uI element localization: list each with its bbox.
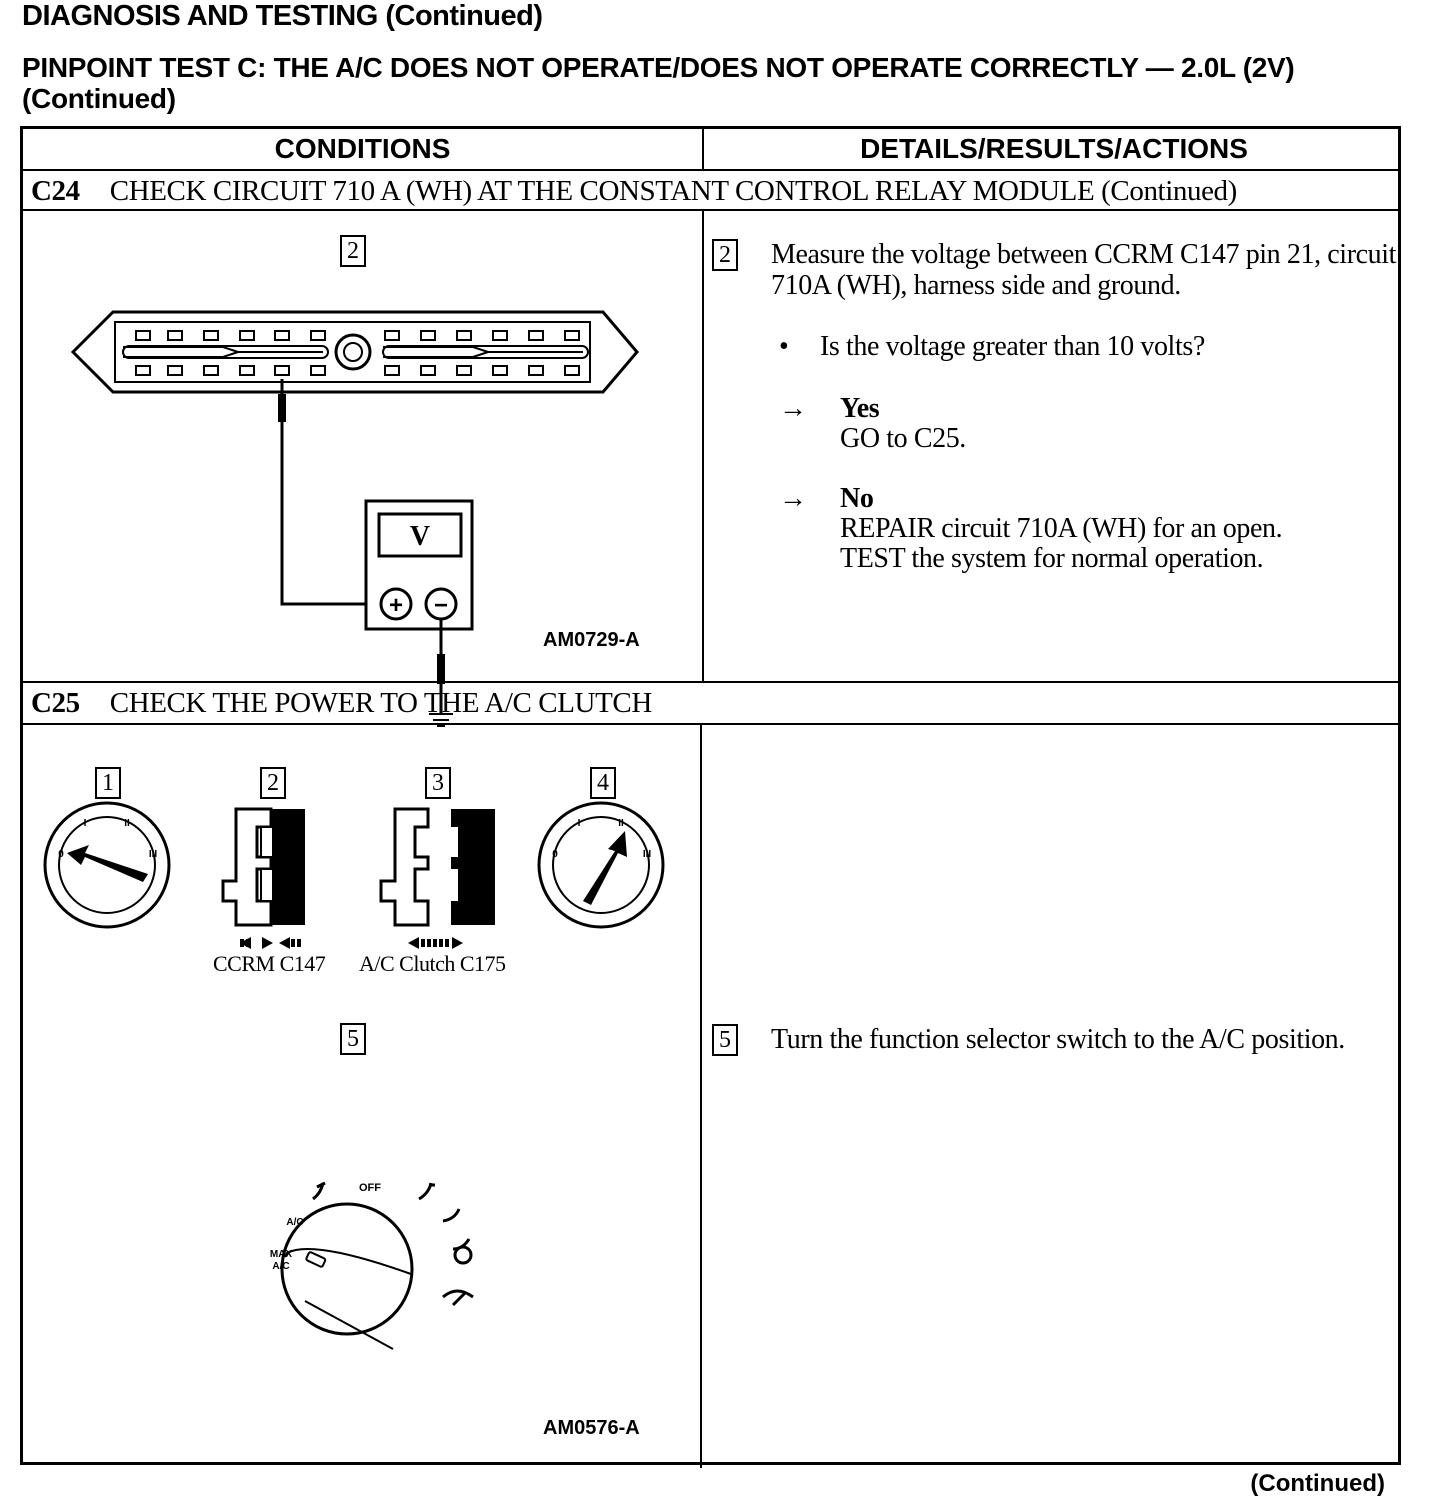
c24-figure-step: 2 (340, 235, 366, 267)
c25-header (31, 687, 652, 720)
dial-label-ac: A/C (286, 1217, 304, 1228)
col-divider-c24 (702, 209, 704, 681)
svg-text:III: III (148, 849, 158, 860)
test-subtitle: PINPOINT TEST C: THE A/C DOES NOT OPERATE/DOES NOT OPERATE CORRECTLY — 2.0L (2V) (Continued) (22, 52, 1295, 114)
dial-label-max-ac: A/C (272, 1261, 290, 1272)
c25-top-divider (23, 681, 1398, 683)
dial-label-max: MAX (269, 1249, 293, 1260)
c25-step-figures (23, 797, 702, 1027)
pinpoint-test-table (20, 126, 1401, 1465)
minus-symbol: − (433, 592, 449, 619)
c24-no-label: No (840, 483, 874, 514)
c25-step-text: Turn the function selector switch to the A/C position. (771, 1024, 1345, 1055)
c24-header (31, 175, 1237, 208)
svg-text:II: II (124, 818, 130, 829)
c25-fig-step-3: 3 (425, 767, 451, 799)
page-header: DIAGNOSIS AND TESTING (Continued) (22, 0, 543, 32)
vent-mode-icons (313, 1183, 473, 1305)
c24-no-action-2: TEST the system for normal operation. (840, 543, 1264, 574)
col-conditions-header: CONDITIONS (274, 133, 451, 164)
svg-text:II: II (618, 818, 624, 829)
label-ac-clutch-c175: A/C Clutch C175 (359, 951, 506, 976)
c25-step-number: 5 (712, 1024, 738, 1056)
c24-step-number: 2 (712, 239, 738, 271)
svg-text:I: I (577, 818, 581, 829)
c24-no-action-1: REPAIR circuit 710A (WH) for an open. (840, 513, 1283, 544)
c24-id: C24 (31, 175, 80, 207)
svg-text:0: 0 (552, 849, 558, 860)
function-selector-dial (243, 1169, 543, 1369)
continued-footer: (Continued) (1250, 1470, 1385, 1497)
header-divider (23, 169, 1398, 171)
voltmeter-label: V (409, 521, 431, 552)
c25-fig-step-2: 2 (260, 767, 286, 799)
ignition-switch-off-icon (45, 803, 169, 927)
c25-title: CHECK THE POWER TO THE A/C CLUTCH (109, 687, 652, 719)
c25-fig-step-5: 5 (340, 1023, 366, 1055)
c25-fig-step-4: 4 (590, 767, 616, 799)
ignition-switch-run-icon (539, 803, 663, 927)
bullet-dot: • (779, 331, 789, 362)
col-details-header: DETAILS/RESULTS/ACTIONS (860, 133, 1248, 164)
c24-yes-label: Yes (840, 393, 880, 424)
ccrm-connector-diagram (23, 209, 702, 679)
svg-text:0: 0 (58, 849, 64, 860)
connector-center-bolt (336, 335, 370, 369)
ccrm-connector-connected-icon (223, 809, 305, 949)
svg-text:I: I (83, 818, 87, 829)
c25-title-divider (23, 723, 1398, 725)
plus-symbol: + (388, 592, 404, 619)
c24-question: Is the voltage greater than 10 volts? (820, 331, 1205, 362)
c24-yes-action: GO to C25. (840, 423, 966, 454)
arrow-right-icon: → (779, 483, 807, 514)
c25-fig-step-1: 1 (95, 767, 121, 799)
svg-text:III: III (642, 849, 652, 860)
arrow-right-icon: → (779, 393, 807, 424)
dial-label-off: OFF (359, 1182, 381, 1194)
c24-step-text: Measure the voltage between CCRM C147 pin 21, circuit 710A (WH), harness side and ground. (771, 239, 1397, 301)
clutch-connector-disconnected-icon (381, 809, 495, 949)
c25-figure-code: AM0576-A (543, 1417, 640, 1439)
c24-figure-code: AM0729-A (543, 629, 640, 651)
c24-title: CHECK CIRCUIT 710 A (WH) AT THE CONSTANT CONTROL RELAY MODULE (Continued) (109, 175, 1237, 207)
c25-id: C25 (31, 687, 80, 719)
label-ccrm-c147: CCRM C147 (213, 951, 326, 976)
